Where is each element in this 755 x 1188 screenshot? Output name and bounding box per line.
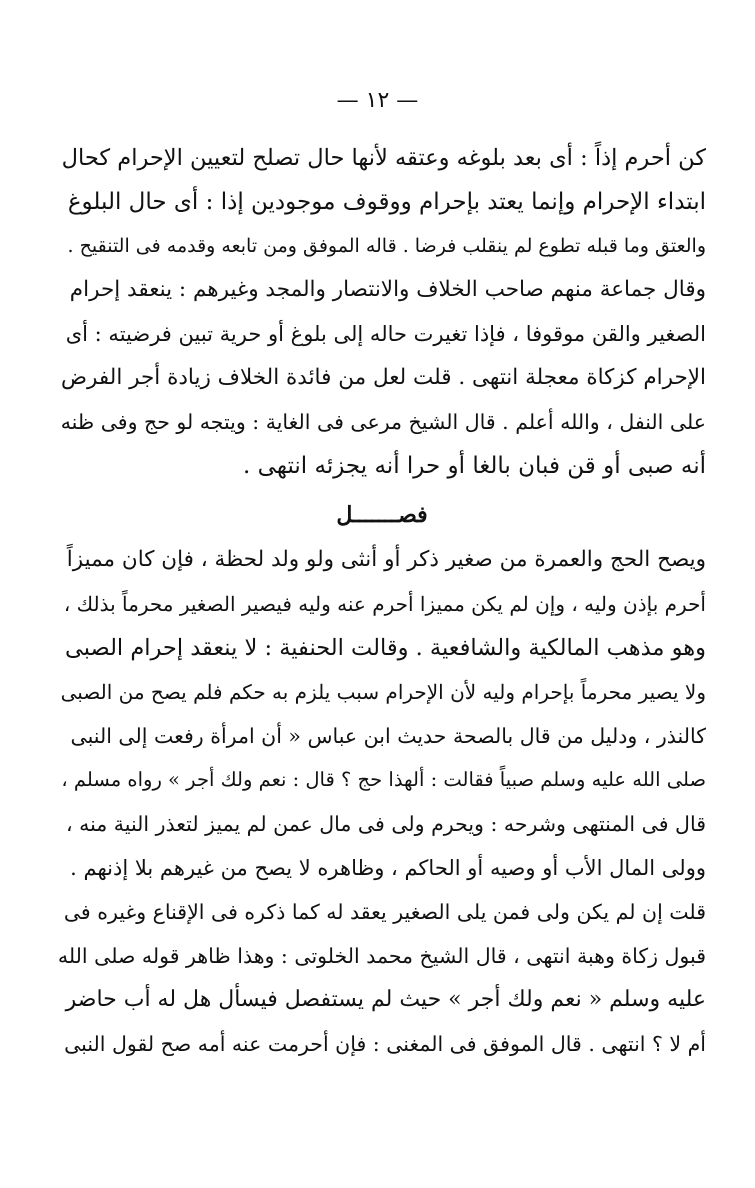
text-line: قلت إن لم يكن ولى فمن يلى الصغير يعقد له كما ذكره فى الإقناع وغيره فى — [63, 900, 706, 924]
text-line: وقال جماعة منهم صاحب الخلاف والانتصار والمجد وغيرهم : ينعقد إحرام — [69, 277, 706, 302]
text-line: أنه صبى أو قن فبان بالغا أو حرا أنه يجزئه انتهى . — [243, 453, 706, 479]
text-line: الصغير والقن موقوفا ، فإذا تغيرت حاله إلى بلوغ أو حرية تبين فرضيته : أى — [65, 322, 706, 346]
text-line: كالنذر ، ودليل من قال بالصحة حديث ابن عباس « أن امرأة رفعت إلى النبى — [70, 724, 706, 748]
text-line: قال فى المنتهى وشرحه : ويحرم ولى فى مال عمن لم يميز لتعذر النية منه ، — [65, 812, 706, 836]
text-line: أحرم بإذن وليه ، وإن لم يكن مميزا أحرم عنه وليه فيصير الصغير محرماً بذلك ، — [63, 592, 706, 616]
text-line: وهو مذهب المالكية والشافعية . وقالت الحنفية : لا ينعقد إحرام الصبى — [65, 635, 706, 661]
body-text — [58, 136, 706, 1066]
text-line: كن أحرم إذاً : أى بعد بلوغه وعتقه لأنها حال تصلح لتعيين الإحرام كحال — [61, 145, 706, 171]
text-line: ولا يصير محرماً بإحرام وليه لأن الإحرام سبب يلزم به حكم فلم يصح من الصبى — [60, 680, 706, 704]
text-line: وولى المال الأب أو وصيه أو الحاكم ، وظاهره لا يصح من غيرهم بلا إذنهم . — [70, 856, 706, 880]
text-line: أم لا ؟ انتهى . قال الموفق فى المغنى : فإن أحرمت عنه أمه صح لقول النبى — [64, 1032, 706, 1056]
text-line: والعتق وما قبله تطوع لم ينقلب فرضا . قاله الموفق ومن تابعه وقدمه فى التنقيح . — [67, 235, 706, 257]
paragraph-1 — [58, 136, 706, 488]
text-line: ابتداء الإحرام وإنما يعتد بإحرام ووقوف موجودين إذا : أى حال البلوغ — [67, 189, 706, 215]
paragraph-2 — [58, 538, 706, 1066]
page-number: — ١٢ — — [336, 88, 419, 113]
text-line: قبول زكاة وهبة انتهى ، قال الشيخ محمد الخلوتى : وهذا ظاهر قوله صلى الله — [58, 944, 706, 968]
text-line: ويصح الحج والعمرة من صغير ذكر أو أنثى ولو ولد لحظة ، فإن كان مميزاً — [66, 547, 706, 572]
text-line: الإحرام كزكاة معجلة انتهى . قلت لعل من فائدة الخلاف زيادة أجر الفرض — [61, 365, 706, 390]
text-line: على النفل ، والله أعلم . قال الشيخ مرعى فى الغاية : ويتجه لو حج وفى ظنه — [60, 410, 706, 434]
text-line: صلى الله عليه وسلم صبياً فقالت : ألهذا حج ؟ قال : نعم ولك أجر » رواه مسلم ، — [61, 768, 706, 791]
section-heading: فصـــــــل — [336, 502, 428, 528]
text-line: عليه وسلم « نعم ولك أجر » حيث لم يستفصل فيسأل هل له أب حاضر — [65, 987, 706, 1012]
